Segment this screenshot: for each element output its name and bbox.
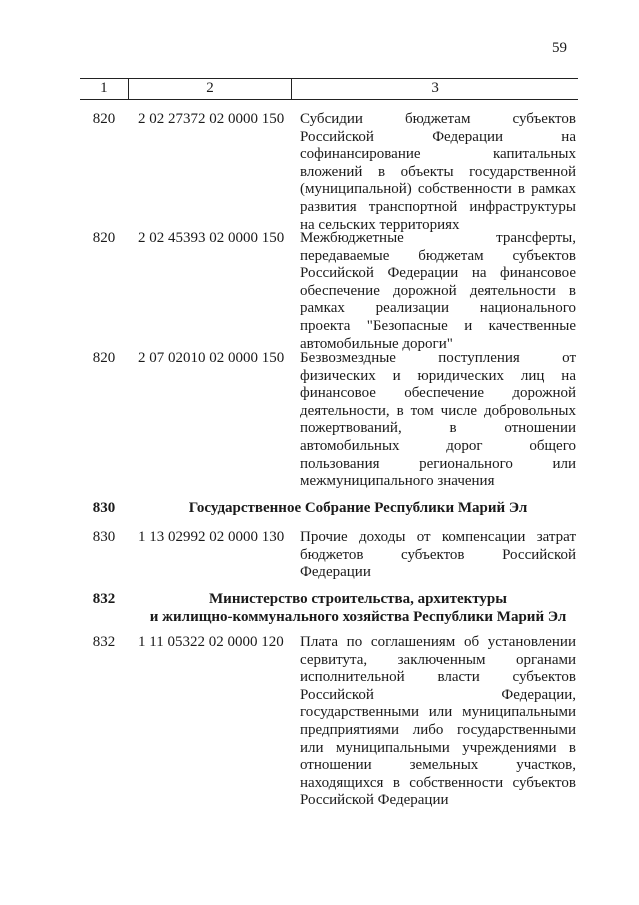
description-line: находящихся в собственности субъектов xyxy=(300,774,576,791)
description-line: государственными или муниципальными xyxy=(300,704,576,721)
description-line: Федерации xyxy=(300,564,371,581)
description-line: рамках реализации национального xyxy=(300,300,576,317)
column-header-1: 1 xyxy=(80,79,128,100)
description-line: Плата по соглашениям об установлении xyxy=(300,634,576,650)
section-title xyxy=(138,499,578,517)
column-header-row xyxy=(80,79,578,100)
description-line: софинансирование капитальных xyxy=(300,146,576,163)
description-line: пользования регионального или xyxy=(300,455,576,472)
description-line: Субсидии бюджетам субъектов xyxy=(300,111,576,127)
description-line: предприятиями либо государственными xyxy=(300,721,576,738)
revenue-description xyxy=(300,111,576,234)
description-line: отношении земельных участков, xyxy=(300,757,576,774)
description-line: Российской Федерации на xyxy=(300,128,576,145)
description-line: физических и юридических лиц на xyxy=(300,367,576,384)
budget-class-code: 1 11 05322 02 0000 120 xyxy=(138,634,284,650)
description-line: Межбюджетные трансферты, xyxy=(300,230,576,246)
description-line: передаваемые бюджетам субъектов xyxy=(300,247,576,264)
page-number: 59 xyxy=(552,40,567,56)
revenue-description xyxy=(300,529,576,582)
revenue-description xyxy=(300,634,576,810)
description-line: межмуниципального значения xyxy=(300,473,495,490)
description-line: бюджетов субъектов Российской xyxy=(300,546,576,563)
revenue-description xyxy=(300,230,576,353)
description-line: развития транспортной инфраструктуры xyxy=(300,198,576,215)
column-header-3: 3 xyxy=(292,79,578,100)
revenue-description xyxy=(300,350,576,491)
budget-class-code: 1 13 02992 02 0000 130 xyxy=(138,529,285,545)
description-line: обеспечение дорожной деятельности в xyxy=(300,282,576,299)
description-line: деятельности, в том числе добровольных xyxy=(300,402,576,419)
column-header-table xyxy=(80,78,578,100)
admin-code: 820 xyxy=(92,111,116,127)
section-title-line: и жилищно-коммунального хозяйства Республики Марий Эл xyxy=(149,609,567,625)
description-line: Российской Федерации, xyxy=(300,686,576,703)
description-line: автомобильных дорог общего xyxy=(300,437,576,454)
admin-code: 832 xyxy=(92,634,116,650)
budget-class-code: 2 02 45393 02 0000 150 xyxy=(138,230,285,246)
description-line: на сельских территориях xyxy=(300,216,460,233)
description-line: Безвозмездные поступления от xyxy=(300,350,576,366)
admin-code: 820 xyxy=(92,350,116,366)
description-line: пожертвований, в отношении xyxy=(300,420,576,437)
column-header-2: 2 xyxy=(128,79,291,100)
description-line: (муниципальной) собственности в рамках xyxy=(300,181,576,198)
section-code: 832 xyxy=(92,591,116,607)
description-line: исполнительной власти субъектов xyxy=(300,669,576,686)
admin-code: 820 xyxy=(92,230,116,246)
admin-code: 830 xyxy=(92,529,116,545)
description-line: Российской Федерации xyxy=(300,792,449,809)
description-line: Российской Федерации на финансовое xyxy=(300,265,576,282)
section-title xyxy=(138,590,578,626)
description-line: финансовое обеспечение дорожной xyxy=(300,385,576,402)
budget-class-code: 2 07 02010 02 0000 150 xyxy=(138,350,285,366)
section-title-line: Государственное Собрание Республики Марий Эл xyxy=(188,500,528,516)
description-line: проекта "Безопасные и качественные xyxy=(300,317,576,334)
description-line: автомобильные дороги" xyxy=(300,335,453,352)
budget-class-code: 2 02 27372 02 0000 150 xyxy=(138,111,285,127)
section-code: 830 xyxy=(92,500,116,516)
section-title-line: Министерство строительства, архитектуры xyxy=(209,591,507,607)
description-line: вложений в объекты государственной xyxy=(300,163,576,180)
description-line: Прочие доходы от компенсации затрат xyxy=(300,529,576,545)
description-line: сервитута, заключенным органами xyxy=(300,651,576,668)
description-line: или муниципальными учреждениями в xyxy=(300,739,576,756)
